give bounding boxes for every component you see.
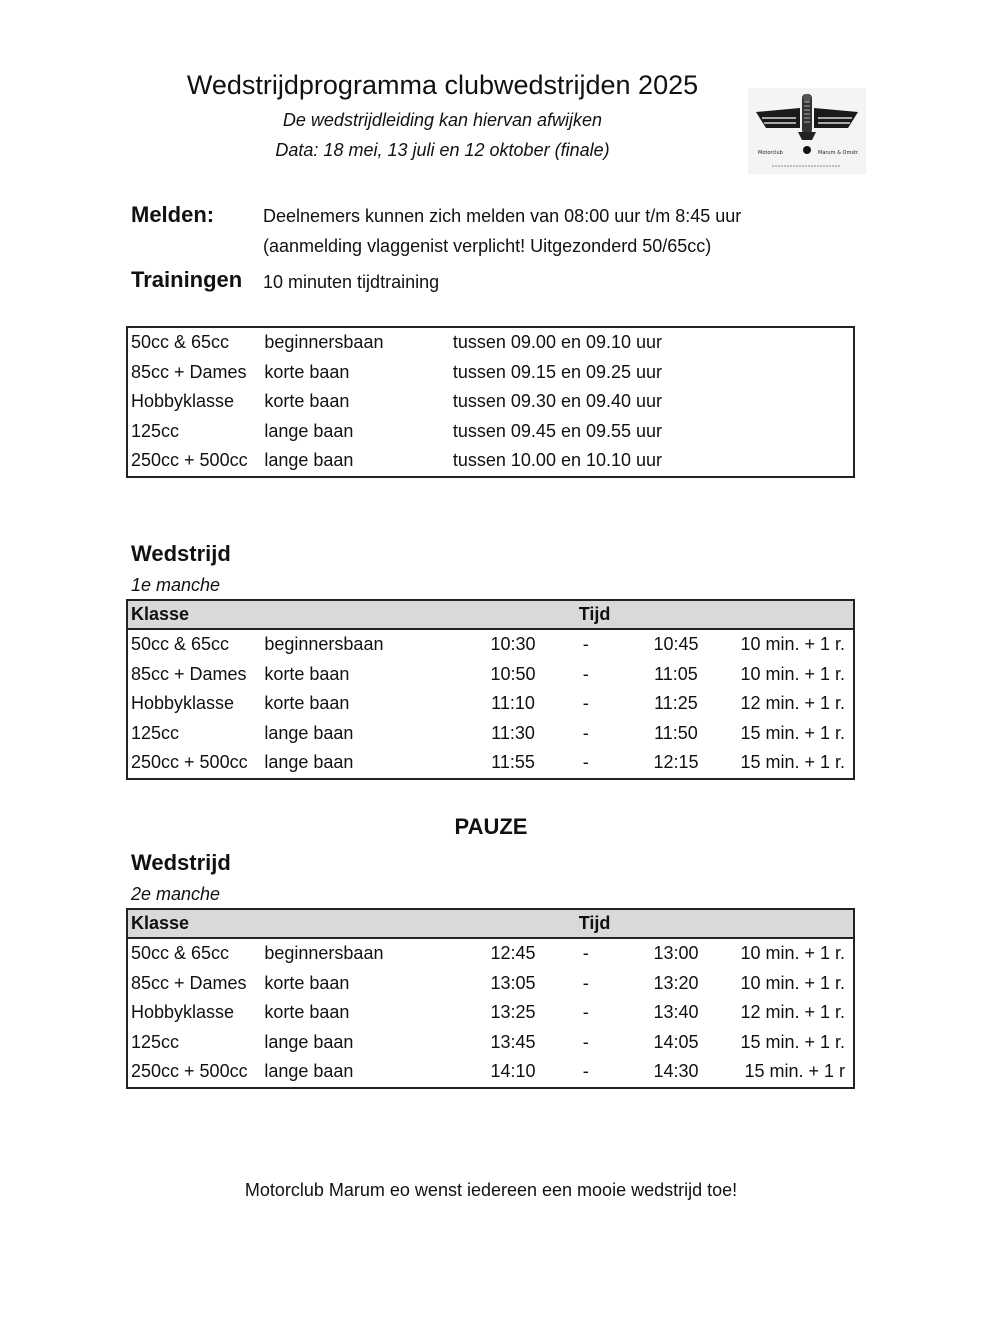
- trainingen-text: 10 minuten tijdtraining: [263, 272, 440, 292]
- start-time-cell: 10:50: [490, 663, 536, 684]
- duration-cell: 10 min. + 1 r.: [740, 943, 845, 964]
- dash-cell: -: [582, 972, 589, 993]
- footer-message: Motorclub Marum eo wenst iedereen een mooie wedstrijd toe!: [244, 1180, 738, 1200]
- training-table: [126, 326, 855, 478]
- duration-cell: 15 min. + 1 r.: [740, 1031, 845, 1052]
- table-row: [127, 417, 854, 447]
- duration-cell: 10 min. + 1 r.: [740, 972, 845, 993]
- dash-cell: -: [582, 693, 589, 714]
- start-time-cell: 13:05: [490, 972, 536, 993]
- dash-cell: -: [582, 663, 589, 684]
- manche-1-table: [126, 599, 855, 780]
- klasse-cell: Hobbyklasse: [131, 693, 235, 714]
- melden-label: Melden:: [131, 202, 215, 227]
- baan-cell: beginnersbaan: [264, 634, 384, 655]
- tijd-cell: tussen 09.00 en 09.10 uur: [452, 332, 663, 353]
- baan-cell: korte baan: [264, 391, 350, 412]
- duration-cell: 15 min. + 1 r.: [740, 722, 845, 743]
- baan-cell: korte baan: [264, 693, 350, 714]
- tijd-cell: tussen 09.45 en 09.55 uur: [452, 420, 663, 441]
- svg-text:Motorclub: Motorclub: [758, 150, 783, 156]
- duration-cell: 10 min. + 1 r.: [740, 634, 845, 655]
- start-time-cell: 11:30: [491, 722, 535, 743]
- dash-cell: -: [582, 1031, 589, 1052]
- baan-cell: lange baan: [264, 1031, 354, 1052]
- klasse-cell: 250cc + 500cc: [131, 752, 248, 773]
- baan-cell: lange baan: [264, 722, 354, 743]
- duration-cell: 10 min. + 1 r.: [740, 663, 845, 684]
- table-row: [127, 719, 854, 749]
- end-time-cell: 10:45: [653, 634, 699, 655]
- page-title: Wedstrijdprogramma clubwedstrijden 2025: [186, 70, 699, 100]
- start-time-cell: 11:10: [491, 693, 535, 714]
- klasse-cell: Hobbyklasse: [131, 391, 235, 412]
- klasse-header: Klasse: [127, 909, 473, 938]
- tijd-header: Tijd: [473, 600, 648, 629]
- klasse-cell: 125cc: [131, 722, 180, 743]
- klasse-cell: 250cc + 500cc: [131, 1061, 248, 1082]
- page-subtitle: De wedstrijdleiding kan hiervan afwijken: [282, 110, 603, 130]
- table-row: [127, 327, 854, 358]
- duration-cell: 15 min. + 1 r: [744, 1061, 845, 1082]
- end-time-cell: 14:05: [653, 1031, 699, 1052]
- dash-cell: -: [582, 752, 589, 773]
- klasse-cell: 50cc & 65cc: [131, 634, 230, 655]
- table-row: [127, 1057, 854, 1088]
- winged-wheel-logo-icon: [748, 88, 866, 174]
- end-time-cell: 12:15: [653, 752, 699, 773]
- klasse-cell: 125cc: [131, 1031, 180, 1052]
- pauze-heading: PAUZE: [454, 814, 528, 839]
- baan-cell: lange baan: [264, 450, 354, 471]
- event-dates: Data: 18 mei, 13 juli en 12 oktober (finale): [275, 140, 610, 160]
- klasse-cell: 85cc + Dames: [131, 663, 247, 684]
- start-time-cell: 14:10: [490, 1061, 536, 1082]
- klasse-cell: 50cc & 65cc: [131, 332, 230, 353]
- table-row: [127, 969, 854, 999]
- end-time-cell: 13:40: [653, 1002, 699, 1023]
- manche-1-label: 1e manche: [131, 575, 221, 595]
- table-header-row: [127, 909, 854, 938]
- table-row: [127, 1028, 854, 1058]
- table-row: [127, 660, 854, 690]
- klasse-cell: 50cc & 65cc: [131, 943, 230, 964]
- table-row: [127, 689, 854, 719]
- table-row: [127, 387, 854, 417]
- manche-2-table: [126, 908, 855, 1089]
- tijd-cell: tussen 10.00 en 10.10 uur: [452, 450, 663, 471]
- wedstrijd-1-title: Wedstrijd: [131, 541, 231, 566]
- klasse-cell: 125cc: [131, 420, 180, 441]
- table-header-row: [127, 600, 854, 629]
- baan-cell: korte baan: [264, 663, 350, 684]
- baan-cell: lange baan: [264, 420, 354, 441]
- start-time-cell: 12:45: [490, 943, 536, 964]
- table-row: [127, 446, 854, 477]
- end-time-cell: 11:25: [654, 693, 698, 714]
- baan-cell: lange baan: [264, 1061, 354, 1082]
- wedstrijd-2-title: Wedstrijd: [131, 850, 231, 875]
- table-row: [127, 938, 854, 969]
- dash-cell: -: [582, 722, 589, 743]
- manche-2-label: 2e manche: [131, 884, 221, 904]
- baan-cell: beginnersbaan: [264, 332, 384, 353]
- table-row: [127, 358, 854, 388]
- baan-cell: korte baan: [264, 361, 350, 382]
- baan-cell: beginnersbaan: [264, 943, 384, 964]
- tijd-cell: tussen 09.15 en 09.25 uur: [452, 361, 663, 382]
- table-row: [127, 998, 854, 1028]
- baan-cell: korte baan: [264, 972, 350, 993]
- klasse-cell: 250cc + 500cc: [131, 450, 248, 471]
- table-row: [127, 629, 854, 660]
- tijd-cell: tussen 09.30 en 09.40 uur: [452, 391, 663, 412]
- melden-line-1: Deelnemers kunnen zich melden van 08:00 uur t/m 8:45 uur: [263, 206, 742, 226]
- klasse-header: Klasse: [127, 600, 473, 629]
- svg-text:Marum & Omstr.: Marum & Omstr.: [818, 150, 860, 156]
- end-time-cell: 11:05: [654, 663, 698, 684]
- start-time-cell: 11:55: [491, 752, 535, 773]
- club-logo: [748, 88, 866, 174]
- klasse-cell: Hobbyklasse: [131, 1002, 235, 1023]
- end-time-cell: 14:30: [653, 1061, 699, 1082]
- baan-cell: korte baan: [264, 1002, 350, 1023]
- end-time-cell: 13:20: [653, 972, 699, 993]
- start-time-cell: 10:30: [490, 634, 536, 655]
- dash-cell: -: [582, 1002, 589, 1023]
- trainingen-label: Trainingen: [131, 267, 243, 292]
- start-time-cell: 13:45: [490, 1031, 536, 1052]
- dash-cell: -: [582, 1061, 589, 1082]
- klasse-cell: 85cc + Dames: [131, 361, 247, 382]
- tijd-header: Tijd: [473, 909, 648, 938]
- baan-cell: lange baan: [264, 752, 354, 773]
- duration-cell: 12 min. + 1 r.: [740, 693, 845, 714]
- duration-cell: 15 min. + 1 r.: [740, 752, 845, 773]
- dash-cell: -: [582, 634, 589, 655]
- dash-cell: -: [582, 943, 589, 964]
- end-time-cell: 11:50: [654, 722, 698, 743]
- end-time-cell: 13:00: [653, 943, 699, 964]
- start-time-cell: 13:25: [490, 1002, 536, 1023]
- duration-cell: 12 min. + 1 r.: [740, 1002, 845, 1023]
- table-row: [127, 748, 854, 779]
- klasse-cell: 85cc + Dames: [131, 972, 247, 993]
- melden-line-2: (aanmelding vlaggenist verplicht! Uitgezonderd 50/65cc): [263, 236, 712, 256]
